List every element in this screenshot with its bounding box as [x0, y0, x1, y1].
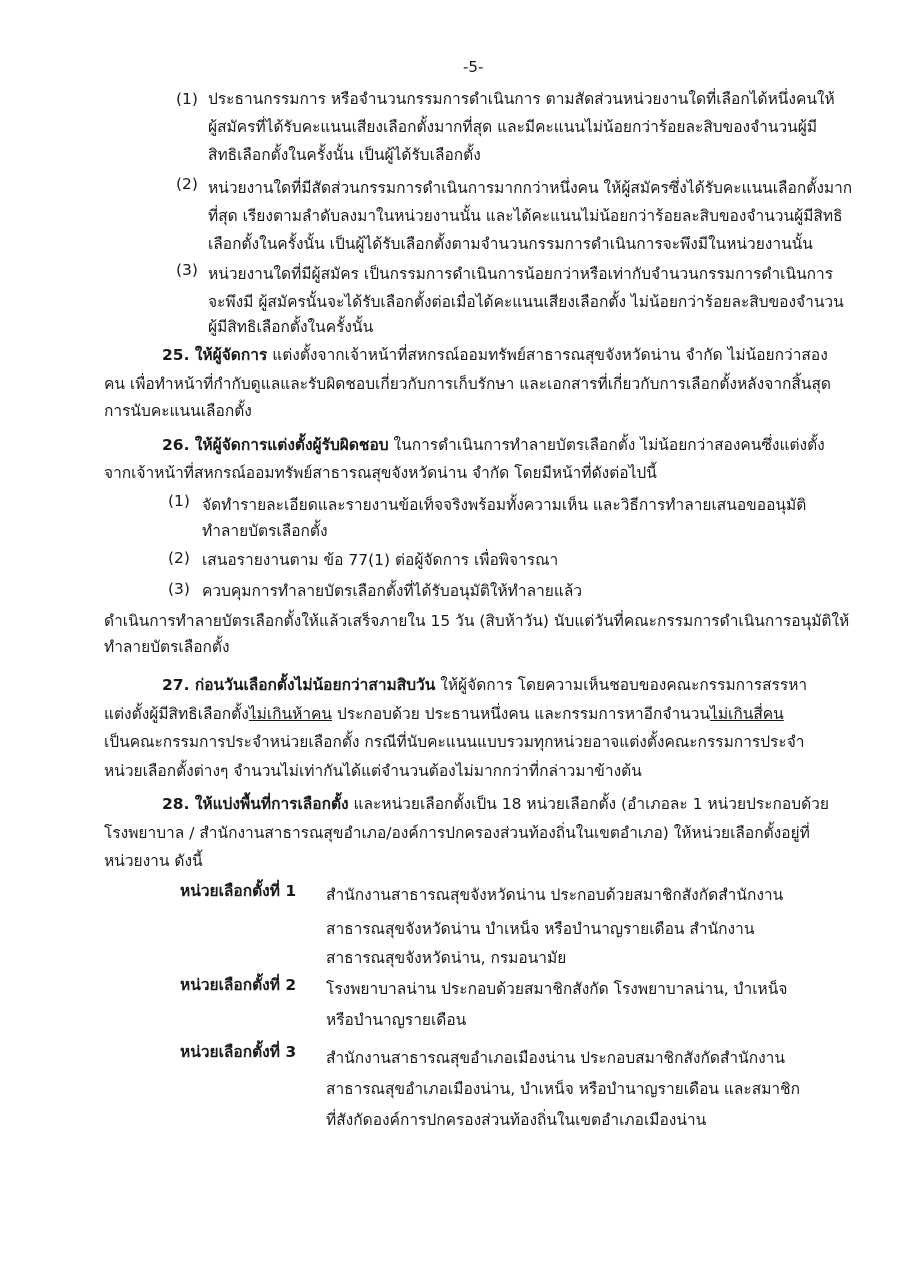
- clause-text-line: การนับคะแนนเลือกตั้ง: [104, 402, 252, 420]
- page-number: -5-: [463, 58, 484, 76]
- clause-text: ในการดำเนินการทำลายบัตรเลือกตั้ง ไม่น้อยกว่าสองคนซึ่งแต่งตั้ง: [388, 436, 825, 454]
- item-number: (3): [176, 261, 198, 279]
- item-text-line: ทำลายบัตรเลือกตั้ง: [202, 522, 328, 540]
- item-number: (2): [168, 549, 190, 567]
- clause-heading: 25. ให้ผู้จัดการ: [162, 346, 268, 364]
- item-text-line: หน่วยงานใดที่มีผู้สมัคร เป็นกรรมการดำเนินการน้อยกว่าหรือเท่ากับจำนวนกรรมการดำเนินการ: [208, 265, 834, 283]
- clause-text-line: หน่วยงาน ดังนี้: [104, 852, 203, 870]
- clause-text-line: เป็นคณะกรรมการประจำหน่วยเลือกตั้ง กรณีที่นับคะแนนแบบรวมทุกหน่วยอาจแต่งตั้งคณะกรรมการประจำ: [104, 733, 805, 751]
- unit-text-line: สำนักงานสาธารณสุขจังหวัดน่าน ประกอบด้วยสมาชิกสังกัดสำนักงาน: [326, 886, 784, 904]
- clause-heading: 28. ให้แบ่งพื้นที่การเลือกตั้ง: [162, 795, 349, 813]
- item-number: (2): [176, 175, 198, 193]
- item-text-line: จะพึงมี ผู้สมัครนั้นจะได้รับเลือกตั้งต่อเมื่อได้คะแนนเสียงเลือกตั้ง ไม่น้อยกว่าร้อยละสิบของจำนวน: [208, 293, 844, 311]
- clause-text-line: ทำลายบัตรเลือกตั้ง: [104, 638, 230, 656]
- item-text-line: ประธานกรรมการ หรือจำนวนกรรมการดำเนินการ ตามสัดส่วนหน่วยงานใดที่เลือกได้หนึ่งคนให้: [208, 90, 835, 108]
- clause-text-line: คน เพื่อทำหน้าที่กำกับดูแลและรับผิดชอบเกี่ยวกับการเก็บรักษา และเอกสารที่เกี่ยวกับการเลือกตั้งหลังจากสิ้นสุด: [104, 375, 831, 393]
- item-number: (1): [176, 90, 198, 108]
- clause-text-line: โรงพยาบาล / สำนักงานสาธารณสุขอำเภอ/องค์การปกครองส่วนท้องถิ่นในเขตอำเภอ) ให้หน่วยเลือกตั้งอยู่ที่: [104, 824, 810, 842]
- clause-text: และหน่วยเลือกตั้งเป็น 18 หน่วยเลือกตั้ง (อำเภอละ 1 หน่วยประกอบด้วย: [348, 795, 829, 813]
- clause-text-line: ดำเนินการทำลายบัตรเลือกตั้งให้แล้วเสร็จภายใน 15 วัน (สิบห้าวัน) นับแต่วันที่คณะกรรมการดำเนินการอนุมัติให้: [104, 612, 850, 630]
- item-number: (1): [168, 492, 190, 510]
- unit-text-line: หรือบำนาญรายเดือน: [326, 1011, 467, 1029]
- item-text-line: สิทธิเลือกตั้งในครั้งนั้น เป็นผู้ได้รับเลือกตั้ง: [208, 146, 481, 164]
- item-text-line: เสนอรายงานตาม ข้อ 77(1) ต่อผู้จัดการ เพื่อพิจารณา: [202, 551, 559, 569]
- unit-text-line: โรงพยาบาลน่าน ประกอบด้วยสมาชิกสังกัด โรงพยาบาลน่าน, บำเหน็จ: [326, 980, 788, 998]
- unit-text-line: สาธารณสุขจังหวัดน่าน บำเหน็จ หรือบำนาญรายเดือน สำนักงาน: [326, 920, 755, 938]
- item-text-line: ผู้สมัครที่ได้รับคะแนนเสียงเลือกตั้งมากที่สุด และมีคะแนนไม่น้อยกว่าร้อยละสิบของจำนวนผู้มี: [208, 118, 818, 136]
- clause-heading: 27. ก่อนวันเลือกตั้งไม่น้อยกว่าสามสิบวัน: [162, 676, 436, 694]
- clause-text: ประกอบด้วย ประธานหนึ่งคน และกรรมการหาอีกจำนวน: [332, 705, 711, 723]
- unit-text-line: ที่สังกัดองค์การปกครองส่วนท้องถิ่นในเขตอำเภอเมืองน่าน: [326, 1111, 707, 1129]
- clause-text-line: หน่วยเลือกตั้งต่างๆ จำนวนไม่เท่ากันได้แต่จำนวนต้องไม่มากกว่าที่กล่าวมาข้างต้น: [104, 762, 642, 780]
- unit-label: หน่วยเลือกตั้งที่ 1: [180, 882, 297, 900]
- unit-label: หน่วยเลือกตั้งที่ 2: [180, 976, 297, 994]
- clause-text: ให้ผู้จัดการ โดยความเห็นชอบของคณะกรรมการสรรหา: [435, 676, 808, 694]
- clause-heading: 26. ให้ผู้จัดการแต่งตั้งผู้รับผิดชอบ: [162, 436, 389, 454]
- unit-text-line: สาธารณสุขอำเภอเมืองน่าน, บำเหน็จ หรือบำนาญรายเดือน และสมาชิก: [326, 1080, 801, 1098]
- clause-text: แต่งตั้งจากเจ้าหน้าที่สหกรณ์ออมทรัพย์สาธารณสุขจังหวัดน่าน จำกัด ไม่น้อยกว่าสอง: [267, 346, 828, 364]
- unit-label: หน่วยเลือกตั้งที่ 3: [180, 1043, 297, 1061]
- item-text-line: จัดทำรายละเอียดและรายงานข้อเท็จจริงพร้อมทั้งความเห็น และวิธีการทำลายเสนอขออนุมัติ: [202, 496, 807, 514]
- item-number: (3): [168, 580, 190, 598]
- clause-text: แต่งตั้งผู้มีสิทธิเลือกตั้ง: [104, 705, 249, 723]
- underlined-text: ไม่เกินห้าคน: [248, 705, 333, 723]
- unit-text-line: สำนักงานสาธารณสุขอำเภอเมืองน่าน ประกอบสมาชิกสังกัดสำนักงาน: [326, 1049, 785, 1067]
- item-text-line: หน่วยงานใดที่มีสัดส่วนกรรมการดำเนินการมากกว่าหนึ่งคน ให้ผู้สมัครซึ่งได้รับคะแนนเลือกตั้งมาก: [208, 179, 853, 197]
- unit-text-line: สาธารณสุขจังหวัดน่าน, กรมอนามัย: [326, 949, 567, 967]
- underlined-text: ไม่เกินสี่คน: [710, 705, 784, 723]
- item-text-line: ควบคุมการทำลายบัตรเลือกตั้งที่ได้รับอนุมัติให้ทำลายแล้ว: [202, 582, 583, 600]
- item-text-line: ผู้มีสิทธิเลือกตั้งในครั้งนั้น: [208, 318, 374, 336]
- item-text-line: ที่สุด เรียงตามลำดับลงมาในหน่วยงานนั้น และได้คะแนนไม่น้อยกว่าร้อยละสิบของจำนวนผู้มีสิทธิ: [208, 207, 843, 225]
- item-text-line: เลือกตั้งในครั้งนั้น เป็นผู้ได้รับเลือกตั้งตามจำนวนกรรมการดำเนินการจะพึงมีในหน่วยงานนั้น: [208, 235, 813, 253]
- clause-text-line: จากเจ้าหน้าที่สหกรณ์ออมทรัพย์สาธารณสุขจังหวัดน่าน จำกัด โดยมีหน้าที่ดังต่อไปนี้: [104, 464, 657, 482]
